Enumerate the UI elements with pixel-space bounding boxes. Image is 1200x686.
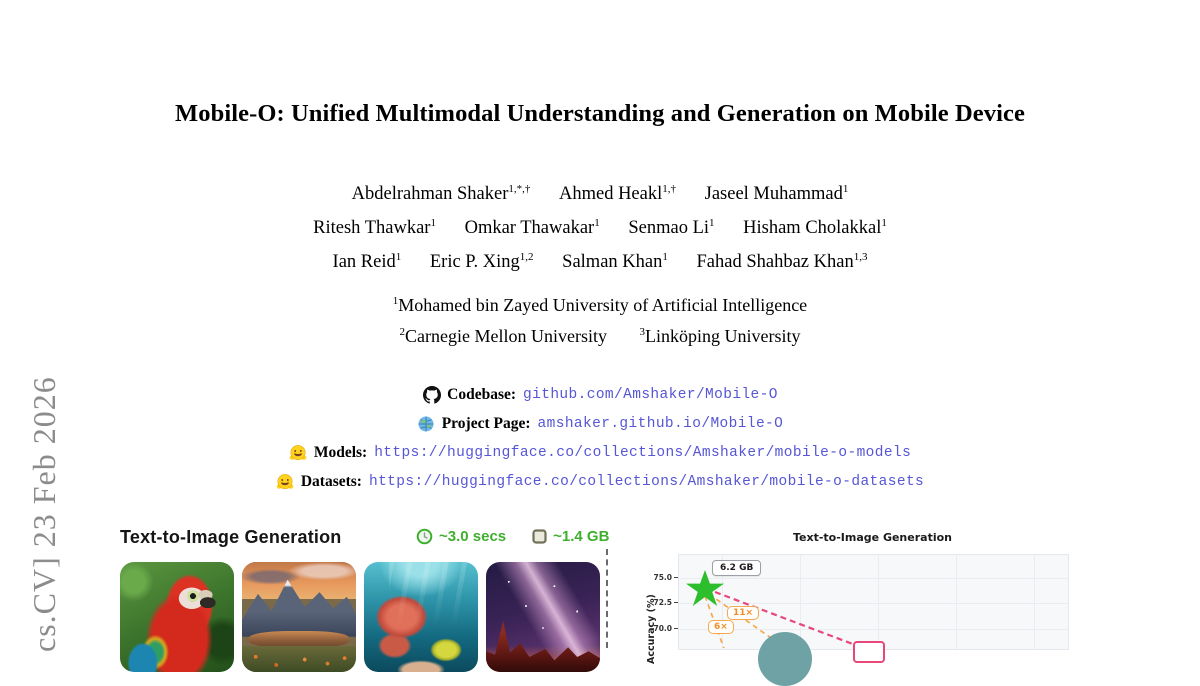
author: [465, 218, 600, 238]
affiliation-line: [0, 288, 1200, 319]
clock-icon: [416, 528, 433, 545]
affiliation-name: Carnegie Mellon University: [405, 326, 607, 346]
y-tick-label: 75.0: [653, 573, 672, 582]
link-label: Models:: [313, 444, 368, 461]
y-tick-label: 70.0: [653, 624, 672, 633]
generated-image-coral-reef: [364, 562, 478, 672]
author: [696, 252, 867, 272]
globe-icon: [417, 415, 436, 434]
huggingface-icon: [289, 444, 308, 463]
author: [559, 184, 676, 204]
affiliation-superscript: 1: [392, 295, 399, 307]
author-name: Eric P. Xing: [429, 252, 520, 273]
paper-title: Mobile-O: Unified Multimodal Understanding and Generation on Mobile Device: [175, 100, 1025, 127]
author: [313, 218, 436, 238]
author-name: Salman Khan: [562, 252, 663, 273]
author-superscript: 1: [395, 251, 402, 264]
resource-links: [0, 385, 1200, 501]
generation-time: ~3.0 secs: [439, 528, 507, 545]
red-rock-spires: [486, 616, 600, 672]
baseline-box-marker: [853, 641, 885, 663]
speedup-annotation-11x: 11×: [727, 606, 759, 620]
author-superscript: 1: [430, 217, 436, 230]
author-name: Ritesh Thawkar: [313, 218, 431, 239]
author-line: [0, 175, 1200, 209]
author: [562, 252, 668, 272]
speedup-annotation-6x: 6×: [708, 620, 734, 634]
author: [352, 184, 531, 204]
author-superscript: 1,†: [662, 183, 676, 195]
figure-divider: [606, 549, 608, 648]
project-page-link[interactable]: amshaker.github.io/Mobile-O: [537, 416, 784, 432]
author-superscript: 1,2: [519, 251, 534, 264]
link-row-datasets: [0, 472, 1200, 492]
chart-title: Text-to-Image Generation: [793, 531, 952, 544]
figure-left-heading: Text-to-Image Generation: [120, 527, 342, 547]
github-icon: [422, 386, 441, 405]
affiliation: [639, 326, 800, 346]
author-line: [0, 209, 1200, 243]
link-label: Project Page:: [441, 415, 531, 432]
generated-image-mountain-lake: [242, 562, 356, 672]
link-row-models: [0, 443, 1200, 463]
author-name: Omkar Thawakar: [464, 218, 595, 239]
chart-y-axis-label: Accuracy (%): [646, 594, 657, 664]
author-name: Ahmed Heakl: [558, 184, 663, 205]
affiliation-line: [0, 319, 1200, 350]
link-row-codebase: [0, 385, 1200, 405]
codebase-link[interactable]: github.com/Amshaker/Mobile-O: [523, 387, 778, 403]
models-link[interactable]: https://huggingface.co/collections/Amshaker/mobile-o-models: [374, 445, 912, 461]
author: [743, 218, 887, 238]
generation-stats: [416, 528, 609, 545]
author-superscript: 1: [662, 251, 668, 264]
baseline-bubble-marker: [758, 632, 812, 686]
affiliation: [393, 295, 807, 315]
datasets-link[interactable]: https://huggingface.co/collections/Amshaker/mobile-o-datasets: [368, 474, 925, 490]
generated-image-milky-way: [486, 562, 600, 672]
huggingface-icon: [276, 473, 295, 492]
link-label: Codebase:: [447, 386, 517, 403]
author-name: Hisham Cholakkal: [743, 218, 882, 239]
memory-annotation: 6.2 GB: [712, 560, 761, 576]
arxiv-stamp: cs.CV] 23 Feb 2026: [26, 376, 62, 652]
underwater-light-rays: [389, 562, 469, 628]
author: [333, 252, 402, 272]
author-superscript: 1: [881, 217, 887, 230]
author: [705, 184, 849, 204]
author: [430, 252, 534, 272]
affiliation-superscript: 2: [399, 326, 406, 338]
author-superscript: 1: [709, 217, 715, 230]
author: [628, 218, 714, 238]
memory-chip-icon: [532, 529, 547, 544]
author-superscript: 1: [842, 183, 849, 195]
generated-image-row: [120, 562, 600, 672]
author-block: [0, 175, 1200, 277]
author-name: Fahad Shahbaz Khan: [696, 252, 854, 273]
author-superscript: 1,*,†: [508, 183, 531, 195]
sunset-sky: [242, 562, 356, 599]
affiliation-name: Linköping University: [644, 326, 801, 346]
author-line: [0, 243, 1200, 277]
link-label: Datasets:: [300, 473, 362, 490]
author-superscript: 1,3: [853, 251, 868, 264]
author-name: Ian Reid: [332, 252, 396, 273]
flower-meadow: [242, 646, 356, 673]
link-row-project-page: [0, 414, 1200, 434]
generated-image-parrot: [120, 562, 234, 672]
author-name: Jaseel Muhammad: [704, 184, 843, 205]
memory-footprint: ~1.4 GB: [553, 528, 610, 545]
affiliation-name: Mohamed bin Zayed University of Artificial Intelligence: [398, 295, 808, 315]
affiliation-superscript: 3: [639, 326, 645, 338]
author-name: Abdelrahman Shaker: [351, 184, 509, 205]
author-name: Senmao Li: [628, 218, 710, 239]
affiliation-block: [0, 288, 1200, 350]
affiliation: [400, 326, 607, 346]
y-tick-label: 72.5: [653, 598, 672, 607]
author-superscript: 1: [594, 217, 600, 230]
